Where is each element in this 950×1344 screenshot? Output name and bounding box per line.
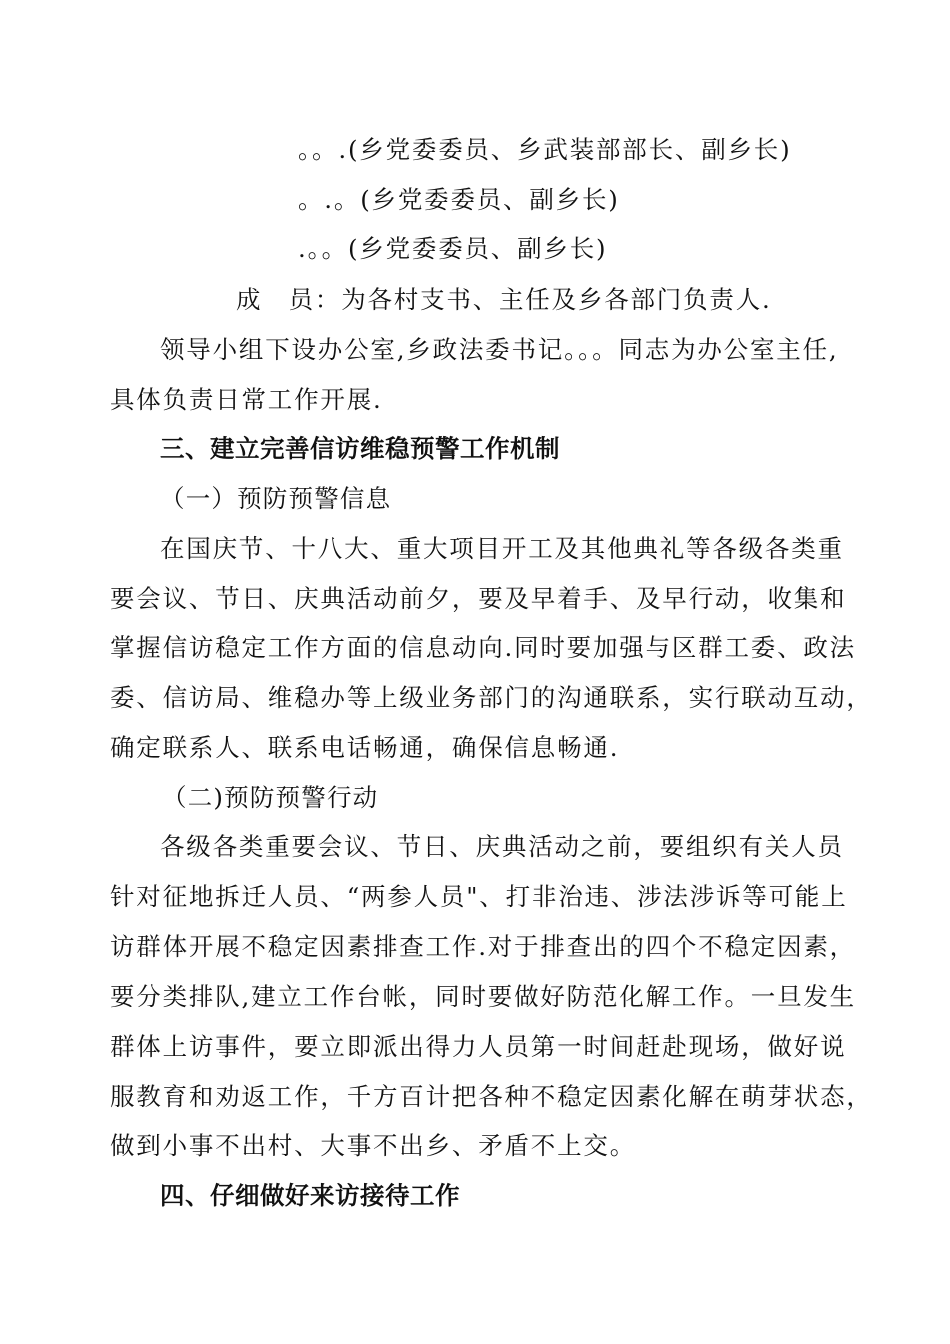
paragraph-warning-action-line-3: 访群体开展不稳定因素排查工作.对于排查出的四个不稳定因素， bbox=[110, 932, 856, 961]
paragraph-warning-action-line-7: 做到小事不出村、大事不出乡、矛盾不上交。 bbox=[110, 1131, 636, 1160]
subsection-heading-1: （一）预防预警信息 bbox=[160, 484, 392, 513]
paragraph-warning-action-line-2: 针对征地拆迁人员、“两参人员"、打非治违、涉法涉诉等可能上 bbox=[110, 882, 848, 911]
paragraph-office-line-2: 具体负责日常工作开展. bbox=[110, 385, 383, 414]
paragraph-warning-info-line-1: 在国庆节、十八大、重大项目开工及其他典礼等各级各类重 bbox=[160, 534, 844, 563]
paragraph-warning-action-line-4: 要分类排队,建立工作台帐，同时要做好防范化解工作。一旦发生 bbox=[110, 982, 856, 1011]
paragraph-office-line-1: 领导小组下设办公室,乡政法委书记。。。同志为办公室主任, bbox=[160, 335, 839, 364]
paragraph-warning-info-line-5: 确定联系人、联系电话畅通，确保信息畅通. bbox=[110, 733, 620, 762]
leader-line-1: 。。.(乡党委委员、乡武装部部长、副乡长) bbox=[298, 135, 792, 164]
section-heading-4: 四、仔细做好来访接待工作 bbox=[160, 1181, 460, 1210]
paragraph-warning-info-line-2: 要会议、节日、庆典活动前夕，要及早着手、及早行动，收集和 bbox=[110, 584, 847, 613]
paragraph-warning-action-line-1: 各级各类重要会议、节日、庆典活动之前，要组织有关人员 bbox=[160, 832, 844, 861]
paragraph-warning-action-line-6: 服教育和劝返工作，千方百计把各种不稳定因素化解在萌芽状态， bbox=[110, 1082, 873, 1111]
paragraph-warning-action-line-5: 群体上访事件，要立即派出得力人员第一时间赶赴现场，做好说 bbox=[110, 1032, 847, 1061]
section-heading-3: 三、建立完善信访维稳预警工作机制 bbox=[160, 434, 560, 463]
subsection-heading-2: （二)预防预警行动 bbox=[162, 783, 379, 812]
paragraph-warning-info-line-3: 掌握信访稳定工作方面的信息动向.同时要加强与区群工委、政法 bbox=[110, 633, 856, 662]
leader-line-2: 。.。(乡党委委员、副乡长) bbox=[298, 185, 620, 214]
members-line: 成 员：为各村支书、主任及乡各部门负责人. bbox=[236, 285, 772, 314]
leader-line-3: .。。(乡党委委员、副乡长) bbox=[298, 234, 608, 263]
paragraph-warning-info-line-4: 委、信访局、维稳办等上级业务部门的沟通联系，实行联动互动， bbox=[110, 683, 873, 712]
